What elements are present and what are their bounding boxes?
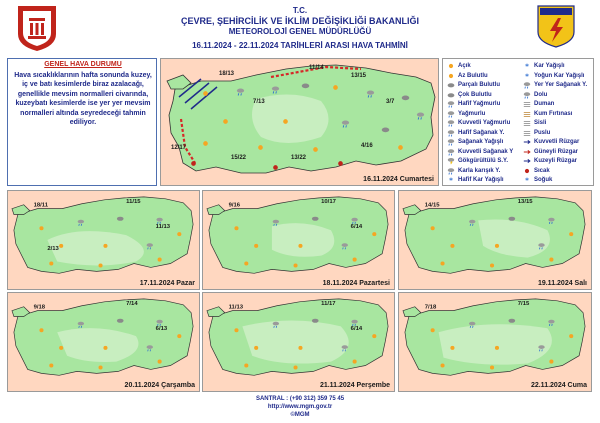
legend-item xyxy=(447,91,492,100)
sun-cloud-icon xyxy=(372,232,376,236)
temp-label: 11/13 xyxy=(228,304,244,311)
svg-text:*: * xyxy=(525,62,529,70)
sun-cloud-icon xyxy=(234,328,238,332)
sun-cloud-icon xyxy=(177,334,181,338)
legend-item xyxy=(523,81,587,90)
sun-cloud-icon xyxy=(431,226,435,230)
sun-icon xyxy=(49,261,53,265)
legend-label: Sisli xyxy=(534,120,547,126)
partly-cloudy-icon xyxy=(312,217,319,221)
sun-icon xyxy=(450,346,454,350)
map-date: 16.11.2024 Cumartesi xyxy=(363,176,434,183)
thunder-icon xyxy=(447,157,455,165)
legend-label: Yer Yer Sağanak Y. xyxy=(534,82,588,88)
legend-label: Yoğun Kar Yağışlı xyxy=(534,72,585,79)
sun-icon xyxy=(158,258,162,262)
rain-icon xyxy=(447,110,455,118)
temp-label: 11/13 xyxy=(155,224,171,231)
temp-label: 9/18 xyxy=(33,304,46,311)
map-panel-18 xyxy=(202,190,395,290)
cold-icon xyxy=(523,176,531,184)
heavy-snow-icon xyxy=(523,72,531,80)
temp-label: 10/17 xyxy=(321,198,336,205)
temp-label: 13/15 xyxy=(351,73,367,79)
rain-icon xyxy=(417,112,424,119)
legend-label: Yağmurlu xyxy=(458,110,486,117)
legend-item xyxy=(523,62,565,71)
legend-item xyxy=(523,100,554,109)
hot-icon xyxy=(191,161,196,166)
temp-label: 18/11 xyxy=(33,202,49,209)
legend-item xyxy=(447,157,508,166)
legend-box xyxy=(442,58,594,186)
legend-label: Puslu xyxy=(534,129,551,136)
sun-cloud-icon xyxy=(495,346,499,350)
legend-label: Sıcak xyxy=(534,167,550,174)
legend-label: Dolu xyxy=(534,91,548,98)
sun-cloud-icon xyxy=(298,244,302,248)
legend-item xyxy=(447,167,500,176)
legend-label: Açık xyxy=(458,63,471,69)
sun-cloud-icon xyxy=(569,232,573,236)
sun-icon xyxy=(549,360,553,364)
sun-icon xyxy=(98,365,102,369)
map-panel-20 xyxy=(7,292,200,392)
legend-item xyxy=(523,148,578,157)
legend-item xyxy=(523,119,546,128)
partly-cloudy-icon xyxy=(302,84,310,89)
legend-item xyxy=(523,138,579,147)
legend-item xyxy=(447,138,503,147)
legend-label: Kuvvetli Sağanak Y xyxy=(458,148,514,155)
temp-label: 3/7 xyxy=(386,99,395,105)
sun-cloud-icon xyxy=(333,85,338,90)
legend-label: Hafif Yağmurlu xyxy=(458,101,501,107)
svg-text:*: * xyxy=(449,176,453,184)
partly-cloudy-icon xyxy=(117,217,124,221)
turkey-map xyxy=(8,191,199,289)
temp-label: 11/14 xyxy=(309,65,324,71)
temp-label: 12/17 xyxy=(171,145,187,151)
sun-icon xyxy=(258,145,263,150)
sun-icon xyxy=(549,258,553,262)
partly-cloudy-icon xyxy=(447,81,455,89)
partly-cloudy-icon xyxy=(402,96,410,101)
svg-text:*: * xyxy=(525,71,529,80)
sun-icon xyxy=(447,62,455,70)
map-date: 21.11.2024 Perşembe xyxy=(319,382,390,389)
sun-icon xyxy=(353,258,357,262)
summary-text: Hava sıcaklıklarının hafta sonunda kuzey, iç ve batı kesimlerde biraz azalacağı, genellikle mevsim normalleri civarında, kuzeybatı kesimlerde ise yer yer mevsim normalleri altında seyredeceği tahmin ediliyor. xyxy=(14,72,152,127)
sun-icon xyxy=(490,263,494,267)
haze-icon xyxy=(523,129,531,137)
header-tc: T.C. xyxy=(292,6,308,15)
legend-label: Gökgürültülü S.Y. xyxy=(458,158,509,164)
map-date: 19.11.2024 Salı xyxy=(537,280,587,287)
temp-label: 13/22 xyxy=(291,155,307,161)
temp-label: 6/14 xyxy=(350,224,363,231)
hail-icon xyxy=(523,91,531,99)
sun-icon xyxy=(158,360,162,364)
temp-label: 14/15 xyxy=(424,202,440,209)
sun-cloud-icon xyxy=(447,72,455,80)
legend-label: Kuzeyli Rüzgar xyxy=(534,158,578,164)
turkey-map xyxy=(203,191,394,289)
map-panel-19 xyxy=(398,190,592,290)
partly-cloudy-icon xyxy=(508,319,515,323)
legend-label: Çok Bulutlu xyxy=(458,91,492,98)
temp-label: 7/13 xyxy=(253,99,265,105)
sun-cloud-icon xyxy=(177,232,181,236)
sun-icon xyxy=(293,365,297,369)
map-panel-main xyxy=(160,58,439,186)
legend-label: Soğuk xyxy=(534,177,553,183)
sun-cloud-icon xyxy=(103,346,107,350)
temp-label: 7/18 xyxy=(424,304,437,311)
temp-label: 9/16 xyxy=(228,202,241,209)
map-date: 22.11.2024 Cuma xyxy=(530,382,587,389)
legend-item xyxy=(447,176,504,185)
legend-item xyxy=(523,72,584,81)
legend-label: Kum Fırtınası xyxy=(534,110,573,117)
sun-icon xyxy=(254,244,258,248)
svg-text:*: * xyxy=(525,176,529,184)
temp-label: 2/13 xyxy=(47,245,59,252)
sun-cloud-icon xyxy=(569,334,573,338)
legend-item xyxy=(523,176,552,185)
rain-icon xyxy=(272,86,279,93)
heavy-shower-icon xyxy=(447,148,455,156)
turkey-map xyxy=(8,293,199,391)
rain-icon xyxy=(237,88,244,95)
sun-icon xyxy=(490,365,494,369)
sun-cloud-icon xyxy=(313,147,318,152)
general-weather-box xyxy=(7,58,157,186)
hot-icon xyxy=(273,165,278,170)
sun-icon xyxy=(244,363,248,367)
legend-label: Az Bulutlu xyxy=(458,72,488,79)
sun-icon xyxy=(440,363,444,367)
legend-item xyxy=(447,72,488,81)
sun-icon xyxy=(223,119,228,124)
light-rain-icon xyxy=(447,100,455,108)
legend-item xyxy=(447,148,513,157)
legend-item xyxy=(447,62,471,71)
temp-label: 13/15 xyxy=(517,198,533,205)
map-date: 20.11.2024 Çarşamba xyxy=(124,382,195,389)
sandstorm-icon xyxy=(523,110,531,118)
legend-item xyxy=(523,167,550,176)
summary-title: GENEL HAVA DURUMU xyxy=(44,61,122,68)
legend-item xyxy=(523,157,577,166)
legend-item xyxy=(447,100,500,109)
footer-website: http://www.mgm.gov.tr xyxy=(267,404,333,410)
legend-item xyxy=(447,119,510,128)
sun-icon xyxy=(244,261,248,265)
temp-label: 18/13 xyxy=(219,71,235,77)
cloud-icon xyxy=(447,91,455,99)
legend-label: Güneyli Rüzgar xyxy=(534,148,579,155)
north-wind-icon xyxy=(523,157,531,165)
sun-cloud-icon xyxy=(103,244,107,248)
legend-label: Hafif Kar Yağışlı xyxy=(458,177,504,183)
sun-cloud-icon xyxy=(39,226,43,230)
south-wind-icon xyxy=(523,148,531,156)
legend-item xyxy=(447,110,485,119)
sun-icon xyxy=(49,363,53,367)
turkey-map xyxy=(399,191,591,289)
rain-icon xyxy=(367,90,374,97)
sun-cloud-icon xyxy=(39,328,43,332)
map-panel-22 xyxy=(398,292,592,392)
sun-cloud-icon xyxy=(203,91,208,96)
strong-wind-icon xyxy=(523,138,531,146)
legend-label: Kar Yağışlı xyxy=(534,63,565,69)
legend-label: Kuvvetli Rüzgar xyxy=(534,139,580,145)
temp-label: 6/13 xyxy=(155,326,168,333)
temp-label: 11/17 xyxy=(321,300,336,307)
sun-cloud-icon xyxy=(372,334,376,338)
sun-cloud-icon xyxy=(298,346,302,350)
sun-icon xyxy=(353,360,357,364)
heavy-rain-icon xyxy=(447,119,455,127)
sun-icon xyxy=(59,346,63,350)
sun-icon xyxy=(59,244,63,248)
legend-label: Duman xyxy=(534,101,555,107)
partly-cloudy-icon xyxy=(508,217,515,221)
temp-label: 15/22 xyxy=(231,155,247,161)
sun-icon xyxy=(98,263,102,267)
turkey-map xyxy=(203,293,394,391)
page-header xyxy=(0,0,600,56)
snow-icon xyxy=(523,62,531,70)
map-panel-21 xyxy=(202,292,395,392)
legend-item xyxy=(447,81,500,90)
sun-icon xyxy=(254,346,258,350)
rain-icon xyxy=(342,120,349,127)
sun-cloud-icon xyxy=(283,119,288,124)
hot-icon xyxy=(523,167,531,175)
sun-icon xyxy=(450,244,454,248)
light-shower-icon xyxy=(447,129,455,137)
header-directorate: METEOROLOJİ GENEL MÜDÜRLÜĞÜ xyxy=(228,27,372,36)
temp-label: 7/15 xyxy=(517,300,530,307)
sun-cloud-icon xyxy=(495,244,499,248)
temp-label: 6/14 xyxy=(350,326,363,333)
header-ministry: ÇEVRE, ŞEHİRCİLİK VE İKLİM DEĞİŞİKLİĞİ BAKANLIĞI xyxy=(180,16,420,26)
fog-icon xyxy=(523,119,531,127)
turkey-map xyxy=(399,293,591,391)
meteorology-logo xyxy=(536,4,576,48)
map-date: 17.11.2024 Pazar xyxy=(139,280,195,287)
legend-item xyxy=(447,129,504,138)
header-forecast-range: 16.11.2024 - 22.11.2024 TARİHLERİ ARASI HAVA TAHMİNİ xyxy=(192,41,408,50)
sun-cloud-icon xyxy=(431,328,435,332)
legend-label: Kuvvetli Yağmurlu xyxy=(458,120,511,126)
sun-icon xyxy=(293,263,297,267)
sun-cloud-icon xyxy=(234,226,238,230)
temp-label: 11/15 xyxy=(126,198,141,205)
temp-label: 7/14 xyxy=(126,300,138,307)
map-panel-17 xyxy=(7,190,200,290)
sleet-icon xyxy=(447,167,455,175)
sun-icon xyxy=(398,145,403,150)
scattered-shower-icon xyxy=(523,81,531,89)
legend-item xyxy=(523,110,572,119)
light-snow-icon xyxy=(447,176,455,184)
shower-icon xyxy=(447,138,455,146)
sun-icon xyxy=(203,141,208,146)
legend-label: Karla karışık Y. xyxy=(458,167,501,174)
legend-label: Parçalı Bulutlu xyxy=(458,82,501,88)
legend-item xyxy=(523,129,550,138)
smoke-icon xyxy=(523,100,531,108)
footer-phone: SANTRAL : (+90 312) 359 75 45 xyxy=(255,396,345,402)
sun-icon xyxy=(440,261,444,265)
legend-label: Sağanak Yağışlı xyxy=(458,139,504,145)
partly-cloudy-icon xyxy=(382,128,390,133)
map-date: 18.11.2024 Pazartesi xyxy=(322,280,390,287)
hot-icon xyxy=(338,161,343,166)
footer-copyright: ©MGM xyxy=(290,412,310,418)
partly-cloudy-icon xyxy=(312,319,319,323)
temp-label: 4/16 xyxy=(361,143,373,149)
partly-cloudy-icon xyxy=(117,319,124,323)
legend-label: Hafif Sağanak Y. xyxy=(458,129,505,136)
map-main-icons xyxy=(161,59,439,186)
legend-item xyxy=(523,91,547,100)
